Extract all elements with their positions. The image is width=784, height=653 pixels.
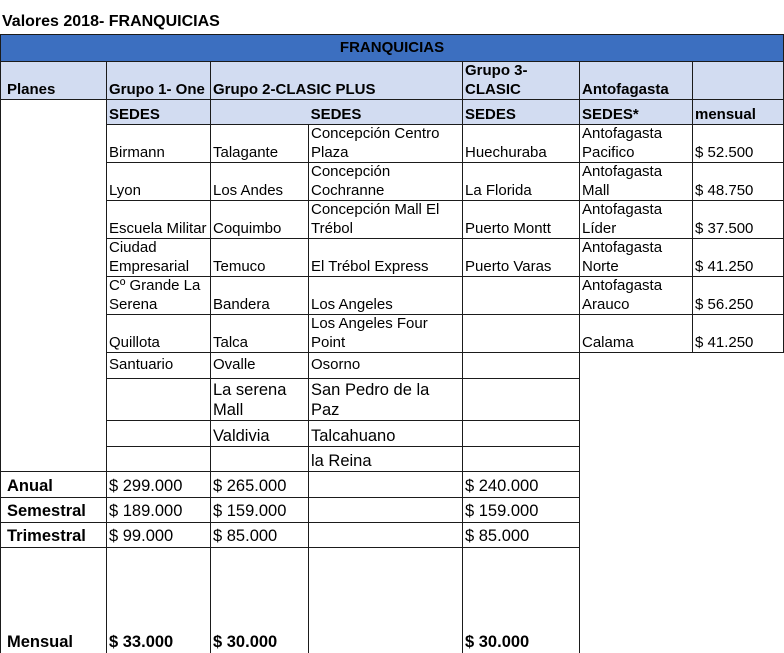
grid-line [0, 471, 579, 472]
grid-line [0, 34, 784, 35]
sede-cell-g1-text: Lyon [109, 181, 141, 199]
sede-cell-g1 [106, 446, 210, 471]
sede-cell-price-text: $ 41.250 [695, 333, 754, 351]
plan-price-g1-text: $ 99.000 [109, 527, 174, 545]
header-grupo1-text: Grupo 1- One [109, 80, 205, 98]
header-antofagasta-text: Antofagasta [582, 80, 669, 98]
sede-cell-g1 [106, 378, 210, 420]
sede-cell-g2b-text: la Reina [311, 452, 372, 470]
grid-line [106, 238, 784, 239]
sede-cell-g1-text: Ciudad Empresarial [109, 239, 190, 275]
sede-cell-g2b [308, 420, 462, 446]
sede-cell-ant-text: Antofagasta Mall [582, 163, 663, 199]
subheader-antofagasta-text: SEDES* [582, 105, 639, 123]
sede-cell-g2a-text: Talagante [213, 143, 279, 161]
sede-cell-ant-text: Antofagasta Arauco [582, 277, 663, 313]
sede-cell-ant [579, 162, 692, 200]
plan-price-g2 [210, 471, 308, 497]
grid-line [106, 378, 579, 379]
sede-cell-g2b [308, 238, 462, 276]
subheader-mensual-text: mensual [695, 105, 756, 123]
header-grupo3 [462, 61, 579, 99]
sede-cell-g3 [462, 238, 579, 276]
sede-cell-g3-text: La Florida [465, 181, 532, 199]
sede-cell-ant [579, 124, 692, 162]
sede-cell-g2a [210, 124, 308, 162]
sede-cell-g2b [308, 200, 462, 238]
sede-cell-g2a [210, 420, 308, 446]
sede-cell-price [692, 238, 784, 276]
plan-price-g1 [106, 547, 210, 653]
plan-price-g2-text: $ 85.000 [213, 527, 278, 545]
sede-cell-g2a-text: Bandera [213, 295, 270, 313]
sede-cell-ant [579, 200, 692, 238]
header-grupo1 [106, 61, 210, 99]
grid-line [106, 162, 784, 163]
plan-price-g3-text: $ 30.000 [465, 633, 530, 651]
sede-cell-g2b [308, 162, 462, 200]
sede-cell-g1 [106, 238, 210, 276]
sede-cell-g2a-text: Talca [213, 333, 249, 351]
sede-cell-price-text: $ 41.250 [695, 257, 754, 275]
sede-cell-g2b [308, 276, 462, 314]
sede-cell-g2a-text: Los Andes [213, 181, 284, 199]
sede-cell-g2a [210, 352, 308, 378]
sede-cell-g2b-text: Talcahuano [311, 427, 396, 445]
plan-name-text: Trimestral [7, 527, 86, 545]
sede-cell-ant-text: Antofagasta Pacifico [582, 125, 663, 161]
sede-cell-g1 [106, 420, 210, 446]
sede-cell-g2a-text: Temuco [213, 257, 266, 275]
sede-cell-g3 [462, 446, 579, 471]
grid-line [106, 352, 784, 353]
sede-cell-g2b-text: Los Angeles Four Point [311, 315, 428, 351]
banner-label: FRANQUICIAS [339, 38, 445, 56]
subheader-g2-text: SEDES [310, 105, 362, 123]
sede-cell-g2b-text: Concepción Mall El Trébol [311, 201, 440, 237]
grid-line [0, 99, 784, 100]
grid-line [308, 124, 309, 653]
plan-name [4, 471, 106, 497]
sede-cell-g2b [308, 352, 462, 378]
sede-cell-g1-text: Santuario [109, 355, 174, 373]
sede-cell-g2a-text: Valdivia [213, 427, 270, 445]
subheader-g3-text: SEDES [465, 105, 516, 123]
plan-price-g1-text: $ 33.000 [109, 633, 174, 651]
plan-price-g2 [210, 497, 308, 522]
header-grupo3-text: Grupo 3- CLASIC [465, 62, 528, 98]
sede-cell-price [692, 200, 784, 238]
sede-cell-g2b-text: Concepción Centro Plaza [311, 125, 440, 161]
sede-cell-ant [579, 238, 692, 276]
sede-cell-ant-text: Antofagasta Norte [582, 239, 663, 275]
sede-cell-g3 [462, 162, 579, 200]
plan-price-g3 [462, 471, 579, 497]
plan-name-text: Mensual [7, 633, 74, 651]
sede-cell-g2b-text: Osorno [311, 355, 361, 373]
sede-cell-price [692, 276, 784, 314]
sede-cell-ant-text: Antofagasta Líder [582, 201, 663, 237]
sede-cell-g1 [106, 200, 210, 238]
sede-cell-g2a [210, 378, 308, 420]
sede-cell-g3 [462, 420, 579, 446]
sede-cell-ant [579, 314, 692, 352]
sede-cell-g2b [308, 314, 462, 352]
sede-cell-g3-text: Huechuraba [465, 143, 547, 161]
sede-cell-g1-text: Quillota [109, 333, 160, 351]
plan-name-text: Semestral [7, 502, 86, 520]
grid-line [106, 61, 107, 653]
sede-cell-price-text: $ 52.500 [695, 143, 754, 161]
subheader-g2 [210, 99, 462, 124]
sede-cell-g2b [308, 124, 462, 162]
sede-cell-price-text: $ 56.250 [695, 295, 754, 313]
subheader-g1 [106, 99, 210, 124]
sede-cell-g2a [210, 314, 308, 352]
plan-name [4, 497, 106, 522]
plan-price-g2 [210, 522, 308, 547]
header-planes-text: Planes [7, 80, 56, 98]
plan-price-g2-text: $ 159.000 [213, 502, 287, 520]
plan-price-g2 [210, 547, 308, 653]
sede-cell-g1 [106, 314, 210, 352]
sede-cell-g3 [462, 276, 579, 314]
grid-line [0, 34, 1, 653]
header-antofagasta [579, 61, 692, 99]
header-planes [4, 61, 106, 99]
sede-cell-g3 [462, 200, 579, 238]
sede-cell-g2a [210, 162, 308, 200]
subheader-g3 [462, 99, 579, 124]
sede-cell-g2b-text: Concepción Cochranne [311, 163, 391, 199]
sede-cell-ant-text: Calama [582, 333, 634, 351]
sede-cell-g2a [210, 276, 308, 314]
grid-line [106, 446, 579, 447]
sede-cell-g2a-text: La serena Mall [213, 381, 287, 419]
document-title: Valores 2018- FRANQUICIAS [2, 13, 220, 30]
grid-line [0, 61, 784, 62]
grid-line [106, 200, 784, 201]
subheader-mensual [692, 99, 784, 124]
plan-name [4, 547, 106, 653]
plan-price-g2-text: $ 30.000 [213, 633, 278, 651]
grid-line [462, 61, 463, 653]
sede-cell-price [692, 124, 784, 162]
sede-cell-price-text: $ 48.750 [695, 181, 754, 199]
sede-cell-price [692, 314, 784, 352]
sede-cell-g3 [462, 352, 579, 378]
sede-cell-g2b-text: San Pedro de la Paz [311, 381, 430, 419]
header-grupo2-text: Grupo 2-CLASIC PLUS [213, 80, 376, 98]
header-grupo2 [210, 61, 462, 99]
plan-price-g1 [106, 522, 210, 547]
sede-cell-price-text: $ 37.500 [695, 219, 754, 237]
sede-cell-g1-text: Birmann [109, 143, 165, 161]
plan-price-g3 [462, 522, 579, 547]
sede-cell-g1-text: Escuela Militar [109, 219, 207, 237]
grid-line [106, 420, 579, 421]
sede-cell-g1 [106, 124, 210, 162]
grid-line [0, 547, 579, 548]
banner-franquicias [0, 35, 784, 61]
grid-line [106, 276, 784, 277]
sede-cell-g2b-text: Los Angeles [311, 295, 393, 313]
plan-price-g1-text: $ 189.000 [109, 502, 183, 520]
plan-price-g1-text: $ 299.000 [109, 477, 183, 495]
sede-cell-g3 [462, 378, 579, 420]
sede-cell-g3 [462, 314, 579, 352]
sede-cell-g3 [462, 124, 579, 162]
plan-price-g3-text: $ 240.000 [465, 477, 539, 495]
sede-cell-g2b [308, 446, 462, 471]
sede-cell-g3-text: Puerto Montt [465, 219, 551, 237]
sede-cell-g2a-text: Coquimbo [213, 219, 282, 237]
grid-line [106, 124, 784, 125]
sede-cell-price [692, 162, 784, 200]
grid-line [692, 61, 693, 352]
plan-price-g1 [106, 471, 210, 497]
sede-cell-g2b-text: El Trébol Express [311, 257, 429, 275]
sede-cell-g1 [106, 162, 210, 200]
plan-name [4, 522, 106, 547]
sede-cell-g2b [308, 378, 462, 420]
subheader-antofagasta [579, 99, 692, 124]
grid-line [210, 61, 211, 653]
sede-cell-g1 [106, 276, 210, 314]
plan-price-g3 [462, 497, 579, 522]
plan-price-g3-text: $ 85.000 [465, 527, 530, 545]
plan-price-g1 [106, 497, 210, 522]
plan-price-g3 [462, 547, 579, 653]
sede-cell-g2a [210, 238, 308, 276]
sede-cell-g2a [210, 200, 308, 238]
sede-cell-g1-text: Cº Grande La Serena [109, 277, 201, 313]
sede-cell-g2a [210, 446, 308, 471]
sede-cell-g2a-text: Ovalle [213, 355, 256, 373]
grid-line [106, 314, 784, 315]
plan-price-g2-text: $ 265.000 [213, 477, 287, 495]
subheader-g1-text: SEDES [109, 105, 160, 123]
plan-price-g3-text: $ 159.000 [465, 502, 539, 520]
sede-cell-g3-text: Puerto Varas [465, 257, 552, 275]
plan-name-text: Anual [7, 477, 53, 495]
grid-line [0, 497, 579, 498]
grid-line [0, 522, 579, 523]
grid-line [579, 61, 580, 653]
sede-cell-ant [579, 276, 692, 314]
sede-cell-g1 [106, 352, 210, 378]
